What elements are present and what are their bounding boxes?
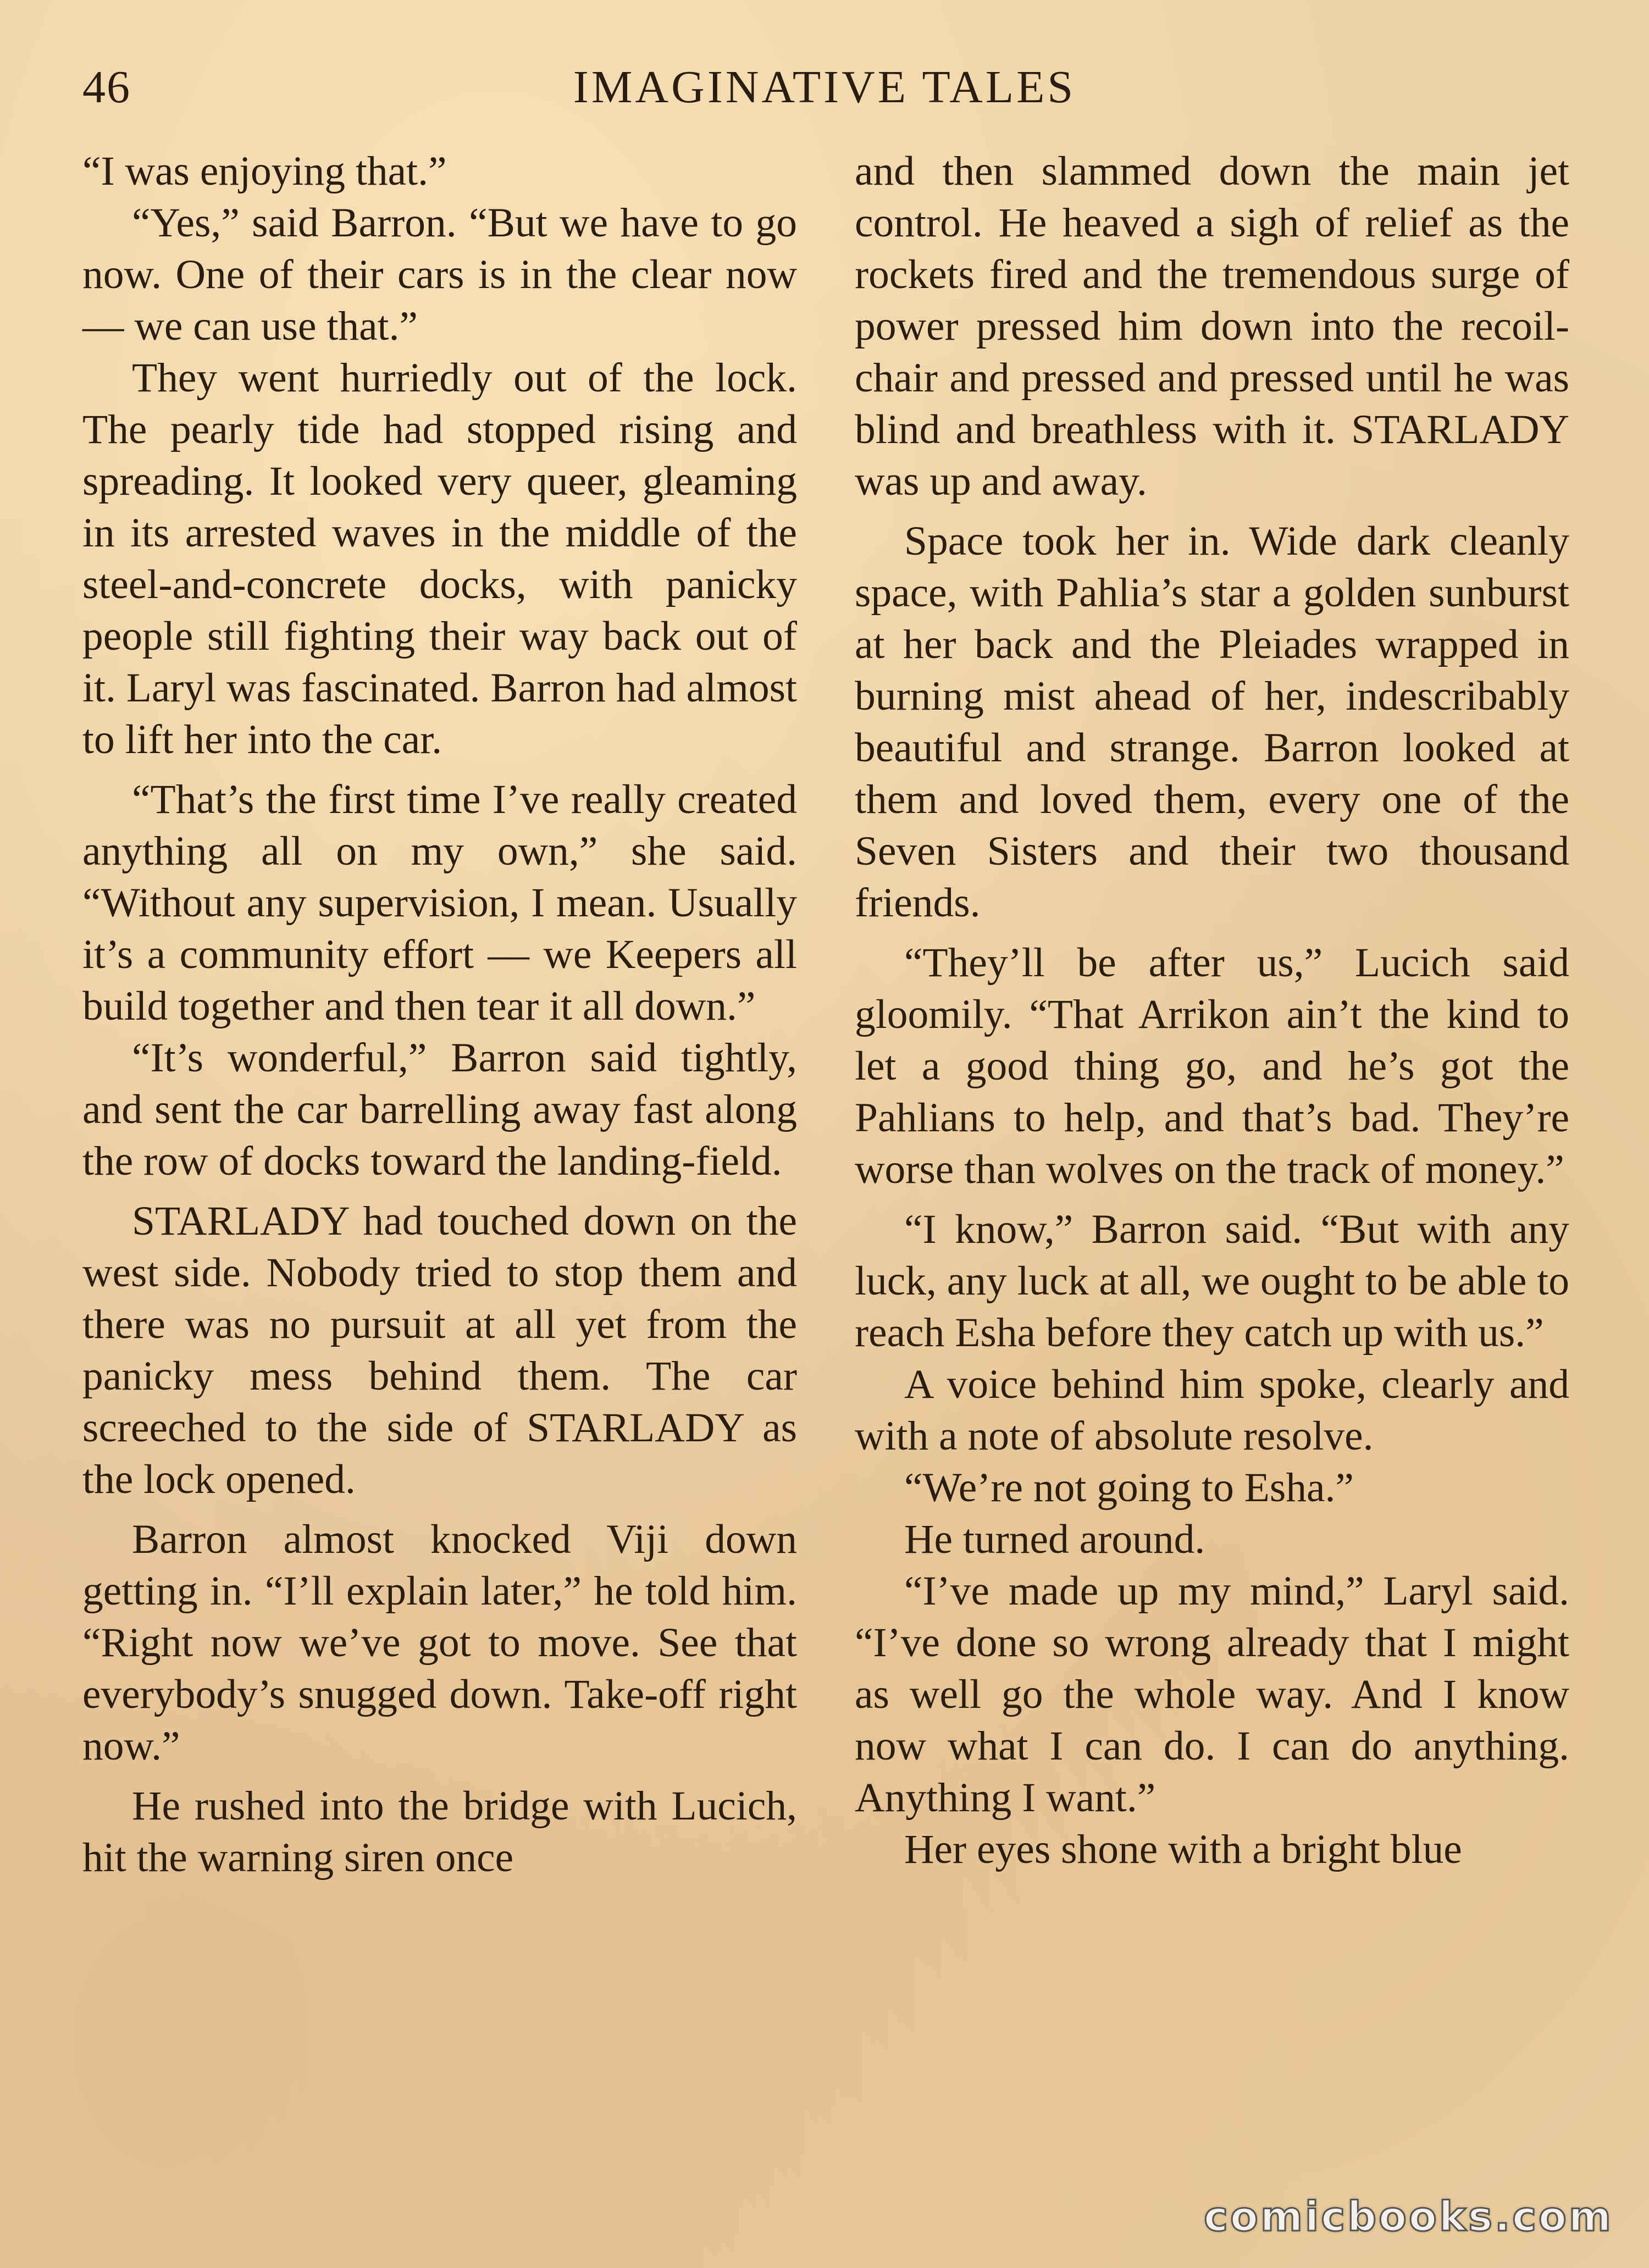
left-column xyxy=(82,146,797,1884)
paragraph: He turned around. xyxy=(904,1517,1205,1562)
running-head: IMAGINATIVE TALES xyxy=(573,62,1076,113)
paragraph: “It’s wonderful,” Barron said tightly, and sent the car barrelling away fast along the row of docks toward the landing-field. xyxy=(82,1035,797,1184)
paragraph: “That’s the first time I’ve really created anything all on my own,” she said. “Without any supervision, I mean. Usually it’s a community effort — we Keepers all build together and then tear it all down.” xyxy=(82,777,797,1029)
paragraph: They went hurriedly out of the lock. The pearly tide had stopped rising and spreading. It looked very queer, gleaming in its arrested waves in the middle of the steel-and-concrete docks, with panicky people still fighting their way back out of it. Laryl was fascinated. Barron had almost to lift her into the car. xyxy=(82,355,797,762)
paragraph: Space took her in. Wide dark cleanly space, with Pahlia’s star a golden sunburst at her back and the Pleiades wrapped in burning mist ahead of her, indescribably beautiful and strange. Barron looked at them and loved them, every one of the Seven Sisters and their two thousand friends. xyxy=(855,518,1569,926)
right-column xyxy=(855,146,1569,1876)
paragraph: He rushed into the bridge with Lucich, hit the warning siren once xyxy=(82,1783,797,1880)
paragraph: A voice behind him spoke, clearly and with a note of absolute resolve. xyxy=(855,1362,1569,1459)
page-number: 46 xyxy=(82,62,131,113)
paragraph: and then slammed down the main jet control. He heaved a sigh of relief as the rockets fired and the tremendous surge of power pressed him down into the recoil-chair and pressed and pressed until he was blind and breathless with it. STARLADY was up and away. xyxy=(855,148,1569,504)
paragraph: “They’ll be after us,” Lucich said gloomily. “That Arrikon ain’t the kind to let a good thing go, and he’s got the Pahlians to help, and that’s bad. They’re worse than wolves on the track of money.” xyxy=(855,940,1569,1192)
paragraph: Barron almost knocked Viji down getting in. “I’ll explain later,” he told him. “Right now we’ve got to move. See that everybody’s snugged down. Take-off right now.” xyxy=(82,1517,797,1769)
paragraph: Her eyes shone with a bright blue xyxy=(904,1827,1462,1872)
paragraph: STARLADY had touched down on the west side. Nobody tried to stop them and there was no pursuit at all yet from the panicky mess behind them. The car screeched to the side of STARLADY as the lock opened. xyxy=(82,1198,797,1502)
paragraph: “I’ve made up my mind,” Laryl said. “I’ve done so wrong already that I might as well go the whole way. And I know now what I can do. I can do anything. Anything I want.” xyxy=(855,1568,1569,1821)
paragraph: “I was enjoying that.” xyxy=(82,148,447,194)
paragraph: “Yes,” said Barron. “But we have to go now. One of their cars is in the clear now — we can use that.” xyxy=(82,200,797,349)
page-header xyxy=(82,60,1567,121)
watermark: comicbooks.com xyxy=(1204,2193,1613,2241)
paragraph: “We’re not going to Esha.” xyxy=(904,1465,1354,1511)
paragraph: “I know,” Barron said. “But with any luck, any luck at all, we ought to be able to reach Esha before they catch up with us.” xyxy=(855,1207,1569,1356)
